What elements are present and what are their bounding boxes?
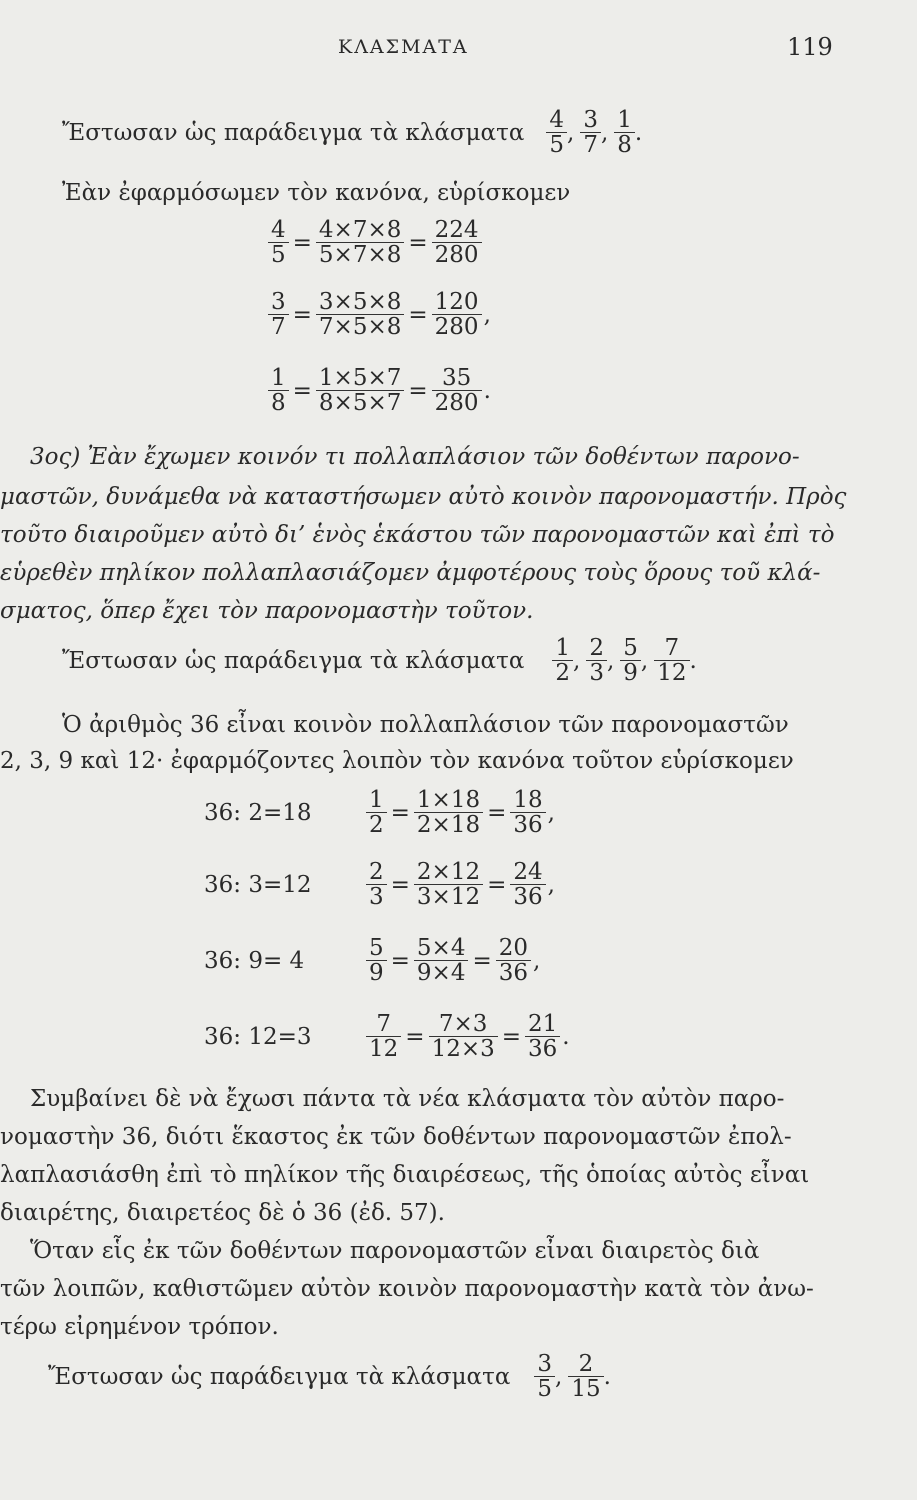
equation-row: $\frac{1}{8}$ = $\frac{1\times 5\times 7}{8\times 5\times 7}$ = $\frac{35}{280}$ . xyxy=(268,366,491,415)
fraction: $\frac{3}{7}$ xyxy=(268,290,289,339)
apply-rule-line: Ἐὰν ἐφαρμόσωμεν τὸν κανόνα, εὑρίσκομεν xyxy=(62,180,571,206)
fraction: $\frac{1\times 18}{2\times 18}$ xyxy=(414,788,483,837)
equation-row: 36: 2=18 $\frac{1}{2}$ = $\frac{1\times 18}{2\times 18}$ = $\frac{18}{36}$ , xyxy=(204,787,555,839)
page-number: 119 xyxy=(787,33,833,61)
paragraph-line: τῶν λοιπῶν, καθιστῶμεν αὐτὸν κοινὸν παρονομαστὴν κατὰ τὸν ἀνω- xyxy=(0,1276,814,1302)
fraction: $\frac{2}{15}$ xyxy=(568,1352,603,1401)
paragraph-line: Ὅταν εἷς ἐκ τῶν δοθέντων παρονομαστῶν εἶναι διαιρετὸς διὰ xyxy=(30,1238,760,1264)
rule-3-line: μαστῶν, δυνάμεθα νὰ καταστήσωμεν αὐτὸ κοινὸν παρονομαστήν. Πρὸς xyxy=(0,484,847,510)
fraction: $\frac{4\times 7\times 8}{5\times 7\times 8}$ xyxy=(316,218,404,267)
fraction: $\frac{7}{12}$ xyxy=(654,636,689,685)
example-1-intro: Ἔστωσαν ὡς παράδειγμα τὰ κλάσματα $\frac{4}{5}$ , $\frac{3}{7}$ , $\frac{1}{8}$ . xyxy=(62,107,643,159)
fraction: $\frac{1}{2}$ xyxy=(366,788,387,837)
example-1-intro-text: Ἔστωσαν ὡς παράδειγμα τὰ κλάσματα xyxy=(62,119,525,146)
example-2-intro: Ἔστωσαν ὡς παράδειγμα τὰ κλάσματα $\frac{1}{2}$ , $\frac{2}{3}$ , $\frac{5}{9}$ , $\frac{7}{12}$ . xyxy=(62,635,697,687)
example-3-intro: Ἔστωσαν ὡς παράδειγμα τὰ κλάσματα $\frac{3}{5}$ , $\frac{2}{15}$ . xyxy=(48,1351,611,1403)
example-2-intro-text: Ἔστωσαν ὡς παράδειγμα τὰ κλάσματα xyxy=(62,647,525,674)
equation-row: 36: 9= 4 $\frac{5}{9}$ = $\frac{5\times 4}{9\times 4}$ = $\frac{20}{36}$ , xyxy=(204,935,541,987)
paragraph-line: λαπλασιάσθη ἐπὶ τὸ πηλίκον τῆς διαιρέσεως, τῆς ὁποίας αὐτὸς εἶναι xyxy=(0,1162,810,1188)
fraction: $\frac{224}{280}$ xyxy=(432,218,482,267)
fraction: $\frac{3}{5}$ xyxy=(534,1352,555,1401)
division-note: 36: 12=3 xyxy=(204,1023,312,1050)
fraction: $\frac{3}{7}$ xyxy=(580,108,601,157)
example-3-intro-text: Ἔστωσαν ὡς παράδειγμα τὰ κλάσματα xyxy=(48,1363,511,1390)
fraction: $\frac{5}{9}$ xyxy=(366,936,387,985)
fraction: $\frac{7\times 3}{12\times 3}$ xyxy=(429,1012,498,1061)
equation-row: 36: 12=3 $\frac{7}{12}$ = $\frac{7\times 3}{12\times 3}$ = $\frac{21}{36}$ . xyxy=(204,1011,570,1063)
fraction: $\frac{2\times 12}{3\times 12}$ xyxy=(414,860,483,909)
division-note: 36: 2=18 xyxy=(204,799,312,826)
division-note: 36: 9= 4 xyxy=(204,947,305,974)
fraction: $\frac{20}{36}$ xyxy=(496,936,531,985)
fraction: $\frac{2}{3}$ xyxy=(586,636,607,685)
paragraph-line: Ὁ ἀριθμὸς 36 εἶναι κοινὸν πολλαπλάσιον τῶν παρονομαστῶν xyxy=(62,712,789,738)
equation-row: 36: 3=12 $\frac{2}{3}$ = $\frac{2\times 12}{3\times 12}$ = $\frac{24}{36}$ , xyxy=(204,859,555,911)
division-note: 36: 3=12 xyxy=(204,871,312,898)
fraction: $\frac{5\times 4}{9\times 4}$ xyxy=(414,936,469,985)
fraction: $\frac{24}{36}$ xyxy=(510,860,545,909)
fraction: $\frac{5}{9}$ xyxy=(620,636,641,685)
equation-row: $\frac{4}{5}$ = $\frac{4\times 7\times 8}{5\times 7\times 8}$ = $\frac{224}{280}$ xyxy=(268,218,484,267)
fraction: $\frac{1}{8}$ xyxy=(268,366,289,415)
rule-3-line: τοῦτο διαιροῦμεν αὐτὸ δι’ ἑνὸς ἑκάστου τῶν παρονομαστῶν καὶ ἐπὶ τὸ xyxy=(0,522,835,548)
paragraph-line: 2, 3, 9 καὶ 12· ἐφαρμόζοντες λοιπὸν τὸν κανόνα τοῦτον εὑρίσκομεν xyxy=(0,748,794,774)
rule-3-line: εὑρεθὲν πηλίκον πολλαπλασιάζομεν ἀμφοτέρους τοὺς ὅρους τοῦ κλά- xyxy=(0,560,821,586)
rule-3-line: σματος, ὅπερ ἔχει τὸν παρονομαστὴν τοῦτον. xyxy=(0,598,534,624)
running-header-title: ΚΛΑΣΜΑΤΑ xyxy=(338,36,469,58)
fraction: $\frac{1}{2}$ xyxy=(552,636,573,685)
fraction: $\frac{2}{3}$ xyxy=(366,860,387,909)
fraction: $\frac{3\times 5\times 8}{7\times 5\times 8}$ xyxy=(316,290,404,339)
fraction: $\frac{35}{280}$ xyxy=(432,366,482,415)
fraction: $\frac{1\times 5\times 7}{8\times 5\times 7}$ xyxy=(316,366,404,415)
paragraph-line: Συμβαίνει δὲ νὰ ἔχωσι πάντα τὰ νέα κλάσματα τὸν αὐτὸν παρο- xyxy=(30,1086,785,1112)
fraction: $\frac{4}{5}$ xyxy=(268,218,289,267)
fraction: $\frac{18}{36}$ xyxy=(510,788,545,837)
fraction: $\frac{21}{36}$ xyxy=(525,1012,560,1061)
paragraph-line: νομαστὴν 36, διότι ἕκαστος ἐκ τῶν δοθέντων παρονομαστῶν ἐπολ- xyxy=(0,1124,792,1150)
fraction: $\frac{4}{5}$ xyxy=(546,108,567,157)
paragraph-line: τέρω εἰρημένον τρόπον. xyxy=(0,1314,279,1340)
fraction: $\frac{120}{280}$ xyxy=(432,290,482,339)
paragraph-line: διαιρέτης, διαιρετέος δὲ ὁ 36 (ἐδ. 57). xyxy=(0,1200,445,1226)
equation-row: $\frac{3}{7}$ = $\frac{3\times 5\times 8}{7\times 5\times 8}$ = $\frac{120}{280}$ , xyxy=(268,290,491,339)
fraction: $\frac{7}{12}$ xyxy=(366,1012,401,1061)
fraction: $\frac{1}{8}$ xyxy=(614,108,635,157)
rule-3-line: 3ος) Ἐὰν ἔχωμεν κοινόν τι πολλαπλάσιον τῶν δοθέντων παρονο- xyxy=(30,444,800,470)
